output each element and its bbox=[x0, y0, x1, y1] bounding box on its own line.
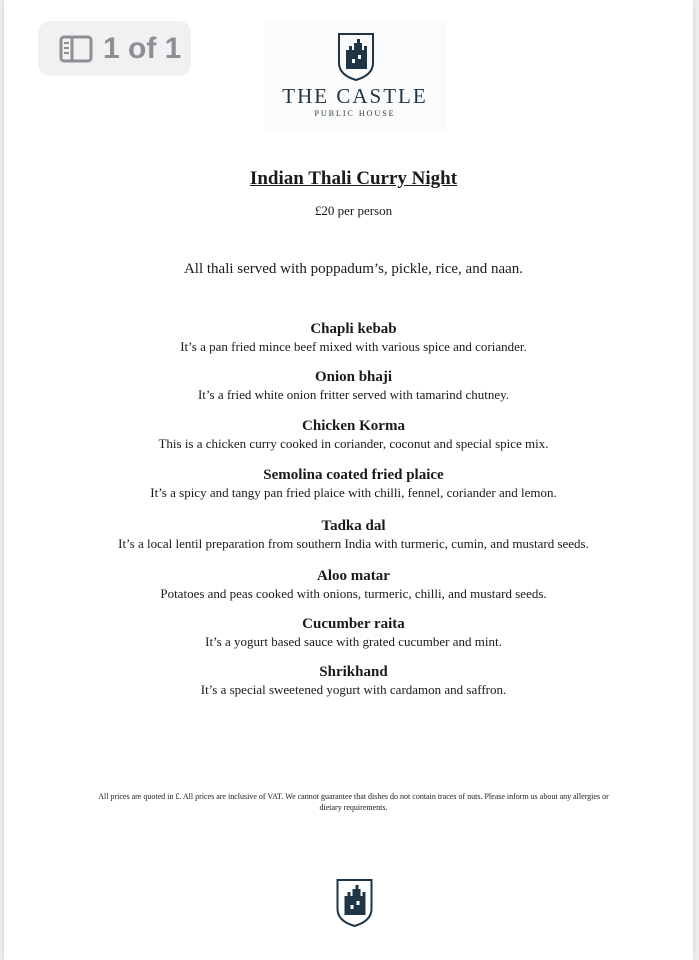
dish-description: It’s a pan fried mince beef mixed with various spice and coriander. bbox=[180, 339, 527, 354]
menu-intro: All thali served with poppadum’s, pickle, rice, and naan. bbox=[183, 261, 524, 277]
dish-item bbox=[4, 417, 699, 452]
dish-description: It’s a special sweetened yogurt with cardamon and saffron. bbox=[200, 682, 507, 697]
dish-item bbox=[4, 615, 699, 650]
dish-name: Tadka dal bbox=[321, 518, 386, 534]
castle-crest-icon bbox=[336, 879, 373, 927]
dish-description: It’s a local lentil preparation from southern India with turmeric, cumin, and mustard seeds. bbox=[118, 536, 589, 551]
sidebar-icon[interactable] bbox=[59, 35, 93, 63]
dish-name: Chicken Korma bbox=[302, 418, 405, 434]
footnote: All prices are quoted in £. All prices are inclusive of VAT. We cannot guarantee that dishes do not contain traces of nuts. Please inform us about any allergies or dietary requirements. bbox=[98, 792, 609, 812]
dish-item bbox=[4, 466, 699, 501]
menu-price: £20 per person bbox=[314, 203, 393, 218]
dish-name: Semolina coated fried plaice bbox=[263, 467, 444, 483]
dish-description: It’s a spicy and tangy pan fried plaice with chilli, fennel, coriander and lemon. bbox=[150, 485, 557, 500]
dish-item bbox=[4, 368, 699, 403]
page-indicator[interactable] bbox=[38, 21, 191, 76]
menu-page bbox=[4, 0, 693, 960]
dish-description: Potatoes and peas cooked with onions, turmeric, chilli, and mustard seeds. bbox=[160, 586, 547, 601]
dish-description: This is a chicken curry cooked in coriander, coconut and special spice mix. bbox=[158, 436, 549, 451]
logo-subtitle: PUBLIC HOUSE bbox=[314, 109, 396, 118]
page-count-label: 1 of 1 bbox=[103, 31, 182, 65]
menu-title: Indian Thali Curry Night bbox=[249, 168, 458, 189]
pub-logo bbox=[264, 22, 446, 132]
dish-item bbox=[4, 517, 699, 552]
logo-title: THE CASTLE bbox=[282, 84, 428, 108]
dish-name: Cucumber raita bbox=[302, 616, 405, 632]
dish-name: Aloo matar bbox=[317, 568, 390, 584]
castle-crest-icon bbox=[338, 33, 374, 81]
dish-name: Chapli kebab bbox=[310, 321, 397, 337]
dish-item bbox=[4, 663, 699, 698]
dish-item bbox=[4, 320, 699, 355]
dish-item bbox=[4, 567, 699, 602]
dish-description: It’s a yogurt based sauce with grated cucumber and mint. bbox=[205, 634, 502, 649]
dish-description: It’s a fried white onion fritter served with tamarind chutney. bbox=[197, 387, 510, 402]
dish-name: Onion bhaji bbox=[314, 369, 393, 385]
dish-name: Shrikhand bbox=[319, 664, 388, 680]
